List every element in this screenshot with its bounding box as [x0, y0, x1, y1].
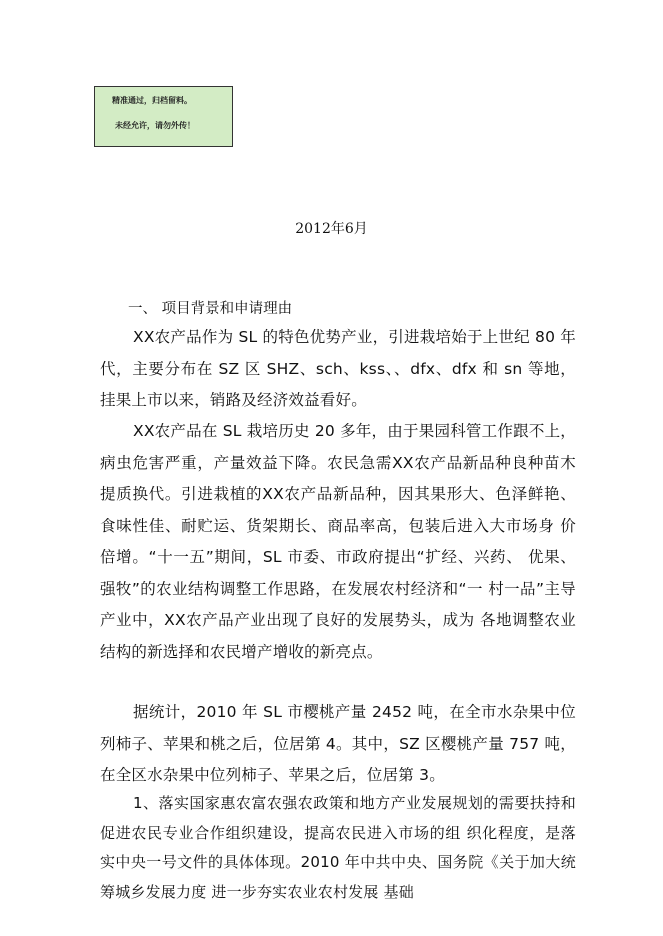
- paragraph-2: XX农产品在 SL 栽培历史 20 多年，由于果园科管工作跟不上，病虫危害严重，产量效益下降。农民急需XX农产品新品种良种苗木 提质换代。引进栽植的XX农产品新品种，因其果形大、色泽鲜艳、 食味性佳、耐贮运、货架期长、商品率高，包装后进入大市场身 价倍增。“十一五”期间，SL 市委、市政府提出“扩经、兴药、 优果、强牧”的农业结构调整工作思路，在发展农村经济和“一 村一品”主导产业中，XX农产品产业出现了良好的发展势头，成为 各地调整农业结构的新选择和农民增产增收的新亮点。: [100, 422, 576, 661]
- section-heading: 一、 项目背景和申请理由: [128, 301, 293, 317]
- stamp-line-2: 未经允许，请勿外传！: [115, 121, 195, 130]
- paragraph-3: 据统计，2010 年 SL 市樱桃产量 2452 吨，在全市水杂果中位列柿子、苹果和桃之后，位居第 4。其中，SZ 区樱桃产量 757 吨，在全区水杂果中位列柿子、苹果之后，位居第 3。: [100, 703, 576, 784]
- stamp-line-1: 精准通过，归档留料。: [112, 96, 192, 105]
- confidential-stamp: [94, 86, 233, 147]
- paragraph-1: XX农产品作为 SL 的特色优势产业，引进栽培始于上世纪 80 年代，主要分布在 SZ 区 SHZ、sch、kss、、dfx、dfx 和 sn 等地，挂果上市以来，销路及经济效益看好。: [100, 328, 576, 409]
- document-date: 2012年6月: [295, 221, 368, 237]
- paragraph-4: 1、落实国家惠农富农强农政策和地方产业发展规划的需要扶持和促进农民专业合作组织建设，提高农民进入市场的组 织化程度，是落实中央一号文件的具体体现。2010 年中共中央、国务院《关于加大统筹城乡发展力度 进一步夯实农业农村发展 基础: [100, 794, 576, 901]
